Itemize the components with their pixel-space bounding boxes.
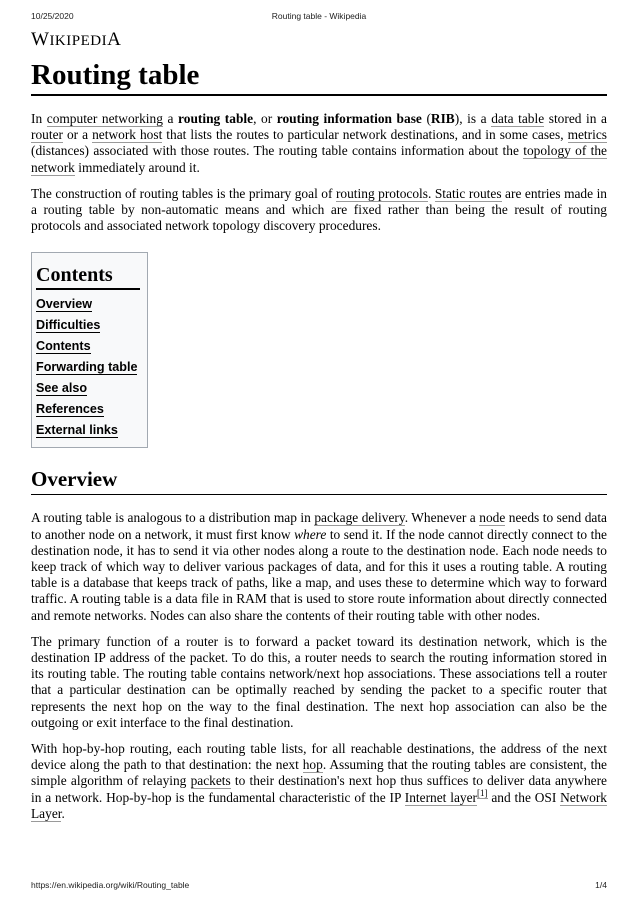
toc-item-difficulties[interactable]: Difficulties <box>36 318 101 333</box>
link-internet-layer[interactable]: Internet layer <box>404 789 478 805</box>
page-title: Routing table <box>31 58 607 96</box>
toc-item-see-also[interactable]: See also <box>36 381 88 396</box>
link-network-layer[interactable]: Network Layer <box>31 789 607 821</box>
print-header <box>31 11 607 23</box>
overview-paragraph-3: With hop-by-hop routing, each routing table lists, for all reachable destinations, the address of the next device along the path to that destination: the next hop. Assuming that the routing tables are consistent, the simple algorithm of relaying packets to their destination's next hop thus suffices to deliver data anywhere in a network. Hop-by-hop is the fundamental characteristic of the IP Internet layer[1] and the OSI Network Layer. <box>31 741 608 821</box>
print-page-title: Routing table - Wikipedia <box>271 11 367 21</box>
link-network-topology[interactable]: topology of the network <box>31 143 607 175</box>
intro-paragraph-2: The construction of routing tables is the primary goal of routing protocols. Static routes are entries made in a routing table by non-automatic means and which are fixed rather than being the result of routing protocols and associated network topology discovery procedures. <box>31 185 607 234</box>
link-metrics[interactable]: metrics <box>567 127 607 143</box>
print-date: 10/25/2020 <box>31 11 74 21</box>
link-router[interactable]: router <box>31 127 63 143</box>
toc-list <box>36 294 147 441</box>
toc-item-external-links[interactable]: External links <box>36 423 118 438</box>
wordmark-w: W <box>31 29 50 50</box>
link-package-delivery[interactable]: package delivery <box>314 510 405 526</box>
print-url: https://en.wikipedia.org/wiki/Routing_table <box>31 880 190 890</box>
link-packets[interactable]: packets <box>190 773 231 789</box>
citation-1[interactable]: [1] <box>477 788 488 799</box>
link-routing-protocols[interactable]: routing protocols <box>335 185 428 201</box>
toc-item-forwarding-table[interactable]: Forwarding table <box>36 360 138 375</box>
wikipedia-wordmark[interactable] <box>31 28 607 52</box>
print-page-number: 1/4 <box>595 880 607 890</box>
link-static-routes[interactable]: Static routes <box>434 185 502 201</box>
toc-item-overview[interactable]: Overview <box>36 297 93 312</box>
section-heading-overview: Overview <box>31 466 607 495</box>
print-footer <box>31 880 607 892</box>
toc-item-references[interactable]: References <box>36 402 104 417</box>
link-node[interactable]: node <box>479 510 506 526</box>
wordmark-a: A <box>107 29 122 50</box>
emphasis-where: where <box>294 526 327 542</box>
table-of-contents <box>31 252 148 448</box>
link-computer-networking[interactable]: computer networking <box>46 111 163 126</box>
term-routing-table: routing table <box>178 111 254 126</box>
article-content <box>31 28 607 822</box>
link-data-table[interactable]: data table <box>491 111 545 126</box>
term-rib: RIB <box>430 111 455 126</box>
overview-paragraph-2: The primary function of a router is to forward a packet toward its destination network, which is the destination IP address of the packet. To do this, a router needs to search the routing information stored in its routing table. The routing table contains network/next hop associations. These associations tell a router that a particular destination can be optimally reached by sending the packet to a specific router that represents the next hop on the way to the final destination. The next hop association can also be the outgoing or exit interface to the final destination. <box>31 633 607 730</box>
link-network-host[interactable]: network host <box>92 127 163 143</box>
intro-paragraph-1: In computer networking a routing table, or routing information base (RIB), is a data table stored in a router or a network host that lists the routes to particular network destinations, and in some cases, metrics (distances) associated with those routes. The routing table contains information about the topology of the network immediately around it. <box>31 111 607 175</box>
term-routing-information-base: routing information base <box>276 111 422 126</box>
link-hop[interactable]: hop <box>302 757 323 773</box>
wordmark-middle: IKIPEDI <box>49 33 108 49</box>
toc-title: Contents <box>36 263 140 290</box>
overview-paragraph-1: A routing table is analogous to a distribution map in package delivery. Whenever a node needs to send data to another node on a network, it must first know where to send it. If the node cannot directly connect to the destination node, it has to send it via other nodes along a route to the destination node. Each node needs to keep track of which way to deliver various packages of data, and for this it uses a routing table. A routing table is a database that keeps track of paths, like a map, and uses these to determine which way to forward traffic. A routing table is a data file in RAM that is used to store route information about directly connected and remote networks. Nodes can also share the contents of their routing table with other nodes. <box>31 510 607 623</box>
toc-item-contents[interactable]: Contents <box>36 339 91 354</box>
